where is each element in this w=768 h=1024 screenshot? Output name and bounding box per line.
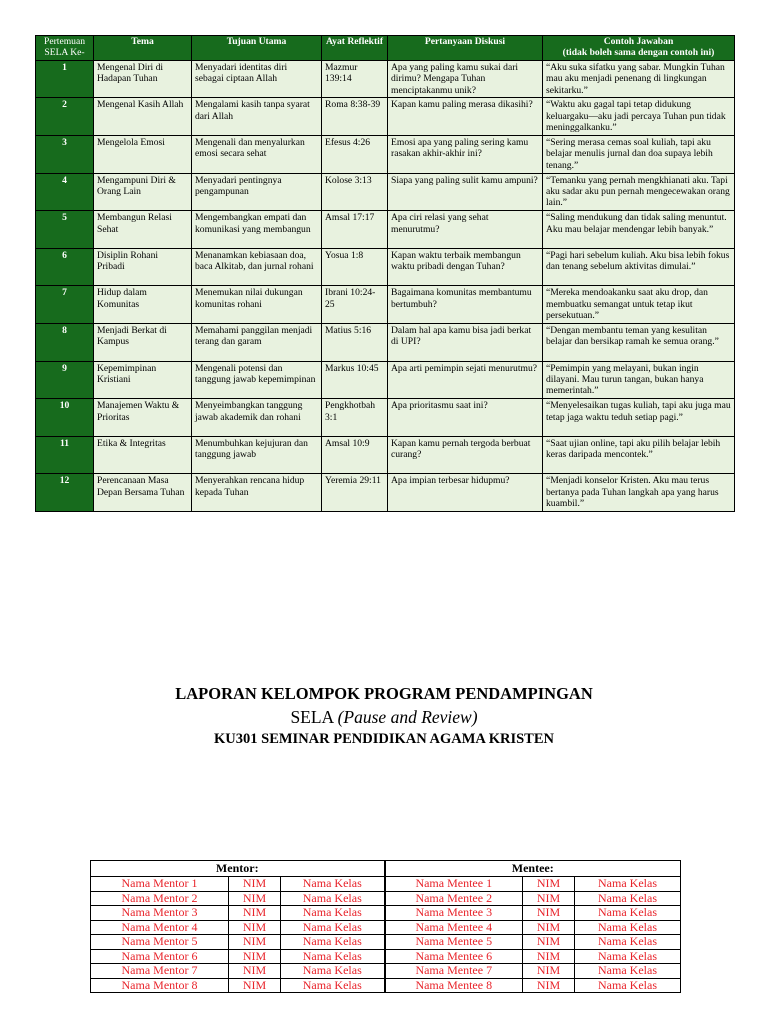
table-row: [36, 173, 735, 211]
cell-tujuan: Menumbuhkan kejujuran dan tanggung jawab: [192, 436, 322, 474]
cell-tujuan: Mengalami kasih tanpa syarat dari Allah: [192, 98, 322, 136]
header-pertanyaan: Pertanyaan Diskusi: [388, 36, 543, 61]
cell-contoh: “Waktu aku gagal tapi tetap didukung keluargaku—aku jadi percaya Tuhan pun tidak meninggalkanku.”: [543, 98, 735, 136]
cell-pertanyaan: Kapan kamu paling merasa dikasihi?: [388, 98, 543, 136]
header-tujuan: Tujuan Utama: [192, 36, 322, 61]
table-row: [36, 399, 735, 437]
table-row: [36, 286, 735, 324]
cell-tema: Kepemimpinan Kristiani: [94, 361, 192, 399]
row-number: 1: [36, 60, 94, 98]
cell-ayat: Amsal 17:17: [322, 211, 388, 249]
table-row: [36, 211, 735, 249]
mentee-header: Mentee:: [385, 861, 681, 877]
cell-tema: Mengenal Diri di Hadapan Tuhan: [94, 60, 192, 98]
team-row: [91, 949, 681, 964]
mentee-kelas: Nama Kelas: [575, 964, 681, 979]
mentee-nim: NIM: [523, 891, 575, 906]
row-number: 3: [36, 136, 94, 174]
team-row: [91, 920, 681, 935]
cell-tujuan: Menyeimbangkan tanggung jawab akademik dan rohani: [192, 399, 322, 437]
cell-contoh: “Menyelesaikan tugas kuliah, tapi aku juga mau tetap jaga waktu teduh setiap pagi.”: [543, 399, 735, 437]
mentee-nim: NIM: [523, 978, 575, 993]
cell-contoh: “Saling mendukung dan tidak saling menuntut. Aku mau belajar mendengar lebih banyak.”: [543, 211, 735, 249]
cell-tema: Disiplin Rohani Pribadi: [94, 248, 192, 286]
mentor-name: Nama Mentor 7: [91, 964, 229, 979]
cell-contoh: “Saat ujian online, tapi aku pilih belajar lebih keras daripada mencontek.”: [543, 436, 735, 474]
table-row: [36, 474, 735, 512]
row-number: 12: [36, 474, 94, 512]
report-subtitle-italic: (Pause and Review): [337, 707, 478, 727]
mentee-nim: NIM: [523, 935, 575, 950]
cell-tujuan: Menyadari identitas diri sebagai ciptaan Allah: [192, 60, 322, 98]
header-pertemuan: Pertemuan SELA Ke-: [36, 36, 94, 61]
report-subtitle: [0, 707, 768, 728]
mentee-kelas: Nama Kelas: [575, 949, 681, 964]
report-title: LAPORAN KELOMPOK PROGRAM PENDAMPINGAN: [175, 684, 593, 703]
mentor-kelas: Nama Kelas: [281, 978, 385, 993]
mentor-name: Nama Mentor 3: [91, 906, 229, 921]
mentor-kelas: Nama Kelas: [281, 949, 385, 964]
cell-pertanyaan: Bagaimana komunitas membantumu bertumbuh?: [388, 286, 543, 324]
mentor-kelas: Nama Kelas: [281, 891, 385, 906]
cell-ayat: Ibrani 10:24-25: [322, 286, 388, 324]
cell-contoh: “Sering merasa cemas soal kuliah, tapi aku belajar menulis jurnal dan doa supaya lebih tenang.”: [543, 136, 735, 174]
cell-pertanyaan: Kapan kamu pernah tergoda berbuat curang?: [388, 436, 543, 474]
header-contoh-note: (tidak boleh sama dengan contoh ini): [562, 47, 715, 59]
cell-contoh: “Mereka mendoakanku saat aku drop, dan membuatku semangat untuk tetap ikut persekutuan.”: [543, 286, 735, 324]
cell-tema: Mengelola Emosi: [94, 136, 192, 174]
mentee-name: Nama Mentee 2: [385, 891, 523, 906]
cell-ayat: Yeremia 29:11: [322, 474, 388, 512]
cell-tema: Mengampuni Diri & Orang Lain: [94, 173, 192, 211]
row-number: 11: [36, 436, 94, 474]
mentee-kelas: Nama Kelas: [575, 935, 681, 950]
mentor-kelas: Nama Kelas: [281, 906, 385, 921]
header-ayat: Ayat Reflektif: [322, 36, 388, 61]
mentee-name: Nama Mentee 6: [385, 949, 523, 964]
cell-tujuan: Menemukan nilai dukungan komunitas rohani: [192, 286, 322, 324]
header-tema: Tema: [94, 36, 192, 61]
table-row: [36, 136, 735, 174]
mentor-header: Mentor:: [91, 861, 385, 877]
cell-tema: Hidup dalam Komunitas: [94, 286, 192, 324]
cell-tema: Perencanaan Masa Depan Bersama Tuhan: [94, 474, 192, 512]
cell-ayat: Yosua 1:8: [322, 248, 388, 286]
header-contoh-title: Contoh Jawaban: [603, 36, 674, 47]
mentor-kelas: Nama Kelas: [281, 964, 385, 979]
cell-tema: Membangun Relasi Sehat: [94, 211, 192, 249]
cell-tujuan: Memahami panggilan menjadi terang dan garam: [192, 323, 322, 361]
row-number: 9: [36, 361, 94, 399]
cell-tujuan: Mengenali potensi dan tanggung jawab kepemimpinan: [192, 361, 322, 399]
mentee-name: Nama Mentee 3: [385, 906, 523, 921]
team-row: [91, 906, 681, 921]
row-number: 6: [36, 248, 94, 286]
mentor-nim: NIM: [229, 891, 281, 906]
mentee-kelas: Nama Kelas: [575, 891, 681, 906]
cell-ayat: Roma 8:38-39: [322, 98, 388, 136]
cell-pertanyaan: Siapa yang paling sulit kamu ampuni?: [388, 173, 543, 211]
mentor-nim: NIM: [229, 935, 281, 950]
cell-tujuan: Menanamkan kebiasaan doa, baca Alkitab, dan jurnal rohani: [192, 248, 322, 286]
mentee-name: Nama Mentee 8: [385, 978, 523, 993]
cell-pertanyaan: Dalam hal apa kamu bisa jadi berkat di UPI?: [388, 323, 543, 361]
mentee-nim: NIM: [523, 964, 575, 979]
mentor-kelas: Nama Kelas: [281, 920, 385, 935]
row-number: 7: [36, 286, 94, 324]
mentor-nim: NIM: [229, 964, 281, 979]
cell-tujuan: Mengenali dan menyalurkan emosi secara sehat: [192, 136, 322, 174]
cell-contoh: “Pemimpin yang melayani, bukan ingin dilayani. Mau turun tangan, bukan hanya memerintah.”: [543, 361, 735, 399]
mentee-kelas: Nama Kelas: [575, 978, 681, 993]
table-row: [36, 98, 735, 136]
mentor-nim: NIM: [229, 877, 281, 892]
cell-pertanyaan: Apa arti pemimpin sejati menurutmu?: [388, 361, 543, 399]
team-row: [91, 964, 681, 979]
cell-ayat: Mazmur 139:14: [322, 60, 388, 98]
cell-tema: Etika & Integritas: [94, 436, 192, 474]
cell-ayat: Markus 10:45: [322, 361, 388, 399]
cell-ayat: Matius 5:16: [322, 323, 388, 361]
cell-ayat: Efesus 4:26: [322, 136, 388, 174]
cell-pertanyaan: Apa ciri relasi yang sehat menurutmu?: [388, 211, 543, 249]
table-row: [36, 361, 735, 399]
cell-pertanyaan: Apa prioritasmu saat ini?: [388, 399, 543, 437]
team-row: [91, 891, 681, 906]
team-row: [91, 978, 681, 993]
mentee-name: Nama Mentee 5: [385, 935, 523, 950]
row-number: 10: [36, 399, 94, 437]
row-number: 4: [36, 173, 94, 211]
cell-tema: Mengenal Kasih Allah: [94, 98, 192, 136]
cell-contoh: “Aku suka sifatku yang sabar. Mungkin Tuhan mau aku menjadi penenang di lingkungan sekitarku.”: [543, 60, 735, 98]
cell-pertanyaan: Emosi apa yang paling sering kamu rasakan akhir-akhir ini?: [388, 136, 543, 174]
cell-tema: Menjadi Berkat di Kampus: [94, 323, 192, 361]
table-header-row: [36, 36, 735, 61]
table-row: [36, 60, 735, 98]
mentor-name: Nama Mentor 1: [91, 877, 229, 892]
cell-ayat: Pengkhotbah 3:1: [322, 399, 388, 437]
report-subtitle-main: SELA: [290, 707, 338, 727]
mentor-name: Nama Mentor 8: [91, 978, 229, 993]
mentee-name: Nama Mentee 4: [385, 920, 523, 935]
table-row: [36, 248, 735, 286]
mentor-nim: NIM: [229, 920, 281, 935]
cell-contoh: “Menjadi konselor Kristen. Aku mau terus bertanya pada Tuhan langkah apa yang harus kuambil.”: [543, 474, 735, 512]
team-header-row: [91, 861, 681, 877]
mentee-name: Nama Mentee 1: [385, 877, 523, 892]
header-contoh: [543, 36, 735, 61]
table-row: [36, 323, 735, 361]
mentor-name: Nama Mentor 6: [91, 949, 229, 964]
cell-pertanyaan: Apa yang paling kamu sukai dari dirimu? Mengapa Tuhan menciptakanmu unik?: [388, 60, 543, 98]
sela-schedule-table: [35, 35, 735, 512]
mentee-nim: NIM: [523, 920, 575, 935]
mentor-nim: NIM: [229, 978, 281, 993]
cell-tujuan: Menyerahkan rencana hidup kepada Tuhan: [192, 474, 322, 512]
mentee-nim: NIM: [523, 877, 575, 892]
team-row: [91, 877, 681, 892]
row-number: 5: [36, 211, 94, 249]
mentor-nim: NIM: [229, 949, 281, 964]
cell-ayat: Amsal 10:9: [322, 436, 388, 474]
mentee-kelas: Nama Kelas: [575, 906, 681, 921]
cell-pertanyaan: Apa impian terbesar hidupmu?: [388, 474, 543, 512]
cell-contoh: “Pagi hari sebelum kuliah. Aku bisa lebih fokus dan tenang sebelum aktivitas dimulai.”: [543, 248, 735, 286]
row-number: 2: [36, 98, 94, 136]
cell-contoh: “Temanku yang pernah mengkhianati aku. Tapi aku sadar aku pun pernah mengecewakan orang lain.”: [543, 173, 735, 211]
mentee-kelas: Nama Kelas: [575, 877, 681, 892]
table-row: [36, 436, 735, 474]
mentor-kelas: Nama Kelas: [281, 935, 385, 950]
mentor-kelas: Nama Kelas: [281, 877, 385, 892]
cell-pertanyaan: Kapan waktu terbaik membangun waktu pribadi dengan Tuhan?: [388, 248, 543, 286]
mentee-name: Nama Mentee 7: [385, 964, 523, 979]
mentor-name: Nama Mentor 2: [91, 891, 229, 906]
mentee-nim: NIM: [523, 906, 575, 921]
cell-tujuan: Mengembangkan empati dan komunikasi yang membangun: [192, 211, 322, 249]
mentor-mentee-table: [90, 860, 681, 993]
mentee-kelas: Nama Kelas: [575, 920, 681, 935]
mentor-nim: NIM: [229, 906, 281, 921]
mentor-name: Nama Mentor 4: [91, 920, 229, 935]
mentee-nim: NIM: [523, 949, 575, 964]
team-row: [91, 935, 681, 950]
course-title: KU301 SEMINAR PENDIDIKAN AGAMA KRISTEN: [214, 731, 554, 747]
cell-ayat: Kolose 3:13: [322, 173, 388, 211]
row-number: 8: [36, 323, 94, 361]
cell-contoh: “Dengan membantu teman yang kesulitan belajar dan bersikap ramah ke semua orang.”: [543, 323, 735, 361]
mentor-name: Nama Mentor 5: [91, 935, 229, 950]
cell-tema: Manajemen Waktu & Prioritas: [94, 399, 192, 437]
cell-tujuan: Menyadari pentingnya pengampunan: [192, 173, 322, 211]
